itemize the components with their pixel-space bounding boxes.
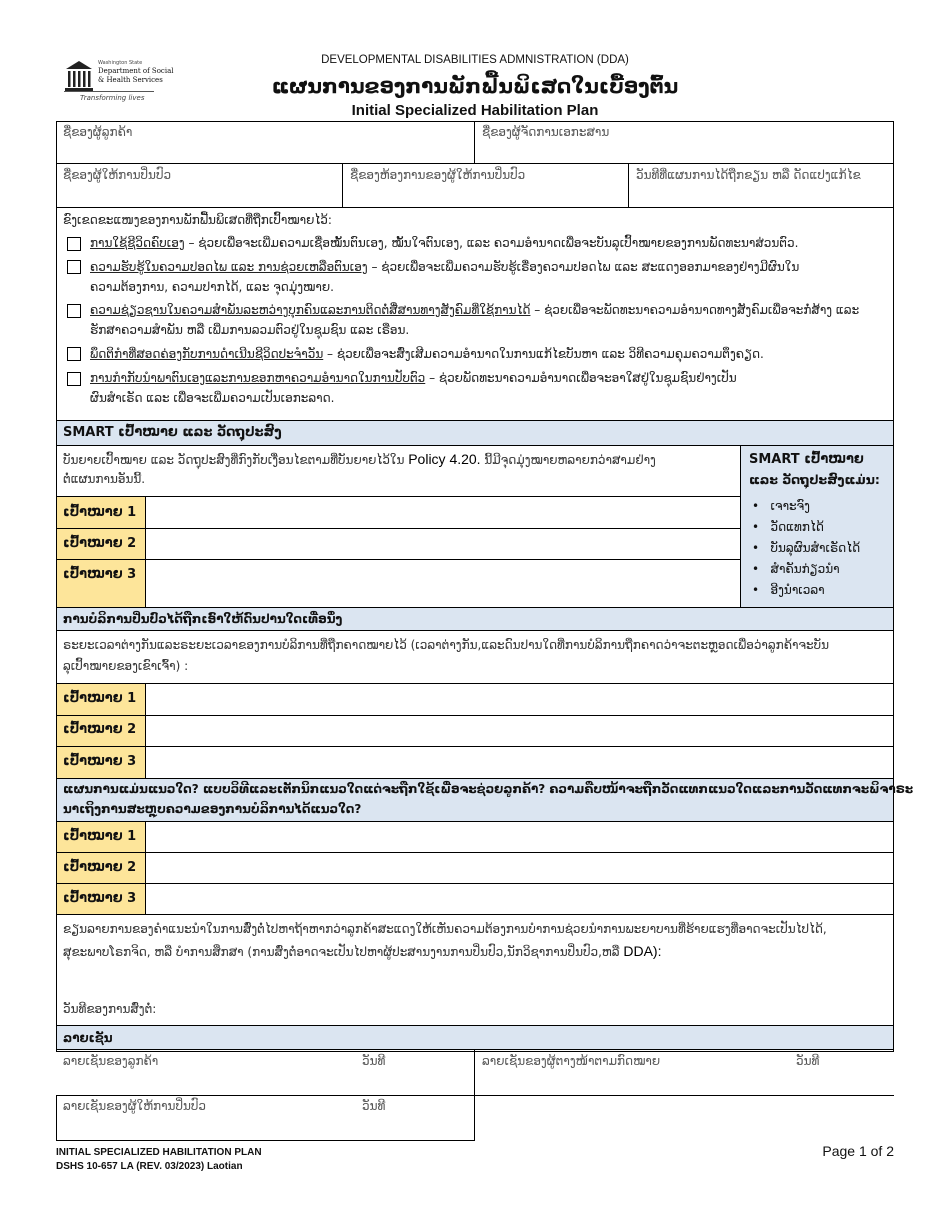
legal-rep-signature-field[interactable] [481, 1072, 890, 1094]
agency-name-label: ຊື່ຂອງຫ້ອງການຂອງຜູ້ໃຫ້ການປິ່ນປົວ [350, 168, 526, 182]
support-goal-2-label: ເປົ້າໝາຍ 2 [63, 860, 137, 875]
client-name-label: ຊື່ຂອງຜູ້ລູກຄ້າ [63, 125, 133, 139]
smart-bullet-2: • ວັດແທກໄດ້ [752, 520, 824, 534]
services-goal-3-field[interactable] [150, 750, 892, 776]
footer-form-number: DSHS 10-657 LA (REV. 03/2023) Laotian [56, 1161, 243, 1172]
client-signature-date-label: ວັນທີ [362, 1054, 386, 1068]
area-checkbox-1[interactable] [67, 237, 81, 251]
support-goal-3-field[interactable] [150, 887, 892, 913]
form-title-english: Initial Specialized Habilitation Plan [351, 102, 599, 119]
agency-heading: DEVELOPMENTAL DISABILITIES ADMNISTRATION (DDA) [321, 54, 629, 66]
plan-date-field[interactable] [635, 186, 893, 206]
smart-instructions: ບັນຍາຍເປົ້າໝາຍ ແລະ ວັດຖຸປະສົງທີ່ກົງກັບເງື່ອນໄຂຕາມທີ່ບັນຍາຍໄວ້ໃນ Policy 4.20. ນີ້ມີຈຸດມຸ່ງໝາຍຫລາຍກວ່າສາມຢ່າງ [63, 451, 656, 467]
area-item-4: ພຶດຕິກຳທີ່ສອດຄ່ອງກັບການດຳເນີນຊີວິດປະຈຳວັນ – ຊ່ວຍເພື່ອຈະສົ່ງເສີມຄວາມອຳນາດໃນການແກ້ໄຂບັນຫາ ແລະ ວິທີຄວາມຄຸມຄວາມຕຶງຄຽດ. [90, 347, 764, 361]
client-signature-field[interactable] [62, 1072, 471, 1094]
services-goal-1-label: ເປົ້າໝາຍ 1 [63, 691, 137, 706]
provider-name-field[interactable] [62, 186, 340, 206]
services-heading: ການບໍລິການປິ່ນປົວໄດ້ຖືກເອົາໃຫ້ດົນປານໃດເທື່ອນຶ່ງ [63, 612, 343, 626]
area-item-1: ການໃຊ້ຊີວິດຄົບເອງ – ຊ່ວຍເພື່ອຈະເພີ່ມຄວາມເຊື່ອໝັ້ນຕົນເອງ, ໝັ້ນໃຈຕົນເອງ, ແລະ ຄວາມອຳນາດເພື່ອຈະບັນລຸເປົ້າໝາຍຂອງການພັດທະນາສ່ວນຕົວ. [90, 236, 799, 250]
support-goal-3-label: ເປົ້າໝາຍ 3 [63, 891, 137, 906]
smart-goal-2-label: ເປົ້າໝາຍ 2 [63, 536, 137, 551]
dshs-logo: Washington State Department of Social & Health Services Transforming lives [62, 58, 157, 108]
services-goal-2-field[interactable] [150, 719, 892, 745]
area-checkbox-5[interactable] [67, 372, 81, 386]
support-goal-2-field[interactable] [150, 856, 892, 882]
area-checkbox-4[interactable] [67, 347, 81, 361]
areas-intro: ຂົງເຂດຂະແໜງຂອງການພັກຟື້ນພິເສດທີ່ຖືກເປົ້າໝາຍໄວ້: [63, 213, 332, 227]
page-number: Page 1 of 2 [822, 1143, 894, 1159]
agency-name-field[interactable] [349, 186, 627, 206]
provider-signature-date-label: ວັນທີ [362, 1099, 386, 1113]
support-goal-1-label: ເປົ້າໝາຍ 1 [63, 829, 137, 844]
area-checkbox-3[interactable] [67, 304, 81, 318]
area-item-3: ຄວາມຊ່ຽວຊານໃນຄວາມສຳພັນລະຫວ່າງບຸກຄົນແລະການຕິດຕໍ່ສື່ສານທາງສັງຄົມທີ່ໃຊ້ການໄດ້ – ຊ່ວຍເພື່ອຈະພັດທະນາຄວາມອຳນາດທາງສັງຄົມເພື່ອຈະກໍ່ສ້າງ ແລະ ຮັກສາຄວາມສຳພັນ ຫລື ເພີ່ມການລວມຕົວຢູ່ໃນຊຸມຊົນ ແລະ ເຣືອນ. [90, 303, 860, 337]
smart-goal-3-field[interactable] [150, 564, 739, 604]
smart-bullet-4: • ສຳຄັນກ່ຽວນຳ [752, 562, 840, 576]
support-heading-line1: ແຜນການແມ່ນແນວໃດ? ແບບວິທີແລະເຕັກນິກແນວໃດແດ່ຈະຖືກໃຊ້ເພື່ອຈະຊ່ວຍລູກຄ້າ? ຄວາມຄືບໜ້າຈະຖືກວັດແທກແນວໃດແລະການວັດແທກຈະພິຈາຣະ [63, 782, 914, 796]
support-heading-line2: ນາເຖິງການສະຫຼຸບຄວາມຂອງການບໍລິການໄດ້ແນວໃດ? [63, 802, 362, 816]
client-name-field[interactable] [62, 142, 471, 162]
form-title-lao: ແຜນການຂອງການພັກຟື້ນພິເສດໃນເບື້ອງຕົ້ນ [271, 74, 679, 98]
doc-author-label: ຊື່ຂອງຜູ້ຈັດການເອກະສານ [482, 125, 610, 139]
smart-bullet-5: • ອີງນຳເວລາ [752, 583, 825, 597]
doc-author-field[interactable] [481, 142, 890, 162]
smart-goal-1-label: ເປົ້າໝາຍ 1 [63, 505, 137, 520]
legal-rep-signature-label: ລາຍເຊັນຂອງຜູ້ຕາງໜ້າຕາມກົດໝາຍ [482, 1054, 661, 1068]
client-signature-label: ລາຍເຊັນຂອງລູກຄ້າ [63, 1054, 159, 1068]
area-checkbox-2[interactable] [67, 260, 81, 274]
footer-form-name: INITIAL SPECIALIZED HABILITATION PLAN [56, 1147, 262, 1158]
support-goal-1-field[interactable] [150, 825, 892, 851]
referral-field[interactable] [62, 966, 892, 1000]
provider-signature-field[interactable] [62, 1117, 471, 1139]
services-goal-2-label: ເປົ້າໝາຍ 2 [63, 722, 137, 737]
plan-date-label: ວັນທີທີ່ແຜນການໄດ້ຖືກຂຽນ ຫລື ດັດແປງແກ້ໄຂ [636, 168, 861, 182]
services-goal-1-field[interactable] [150, 687, 892, 713]
signature-heading: ລາຍເຊັນ [63, 1031, 113, 1045]
legal-rep-signature-date-label: ວັນທີ [796, 1054, 820, 1068]
smart-goal-3-label: ເປົ້າໝາຍ 3 [63, 567, 137, 582]
smart-heading: SMART ເປົ້າໝາຍ ແລະ ວັດຖຸປະສົງ [63, 425, 282, 440]
smart-goal-2-field[interactable] [150, 532, 739, 558]
provider-signature-label: ລາຍເຊັນຂອງຜູ້ໃຫ້ການປິ່ນປົວ [63, 1099, 206, 1113]
smart-bullet-3: • ບັນລຸຜົນສຳເຣັດໄດ້ [752, 541, 861, 555]
provider-name-label: ຊື່ຂອງຜູ້ໃຫ້ການປິ່ນປົວ [63, 168, 172, 182]
services-goal-3-label: ເປົ້າໝາຍ 3 [63, 754, 137, 769]
referral-instructions-line2: ສຸຂະພາບໂຣກຈິດ, ຫລື ບຳການສຶກສາ (ການສົ່ງຕໍ່ອາດຈະເປັນໄປຫາຜູ້ປະສານງານການປິ່ນປົວ,ນັກວິຊາການປິ່ນປົວ,ຫລື DDA): [63, 943, 662, 959]
smart-goal-1-field[interactable] [150, 500, 739, 526]
area-item-2: ຄວາມຮັບຮູ້ໃນຄວາມປອດໄພ ແລະ ການຊ່ວຍເຫລືອຕົນເອງ – ຊ່ວຍເພື່ອຈະເພີ່ມຄວາມຮັບຮູ້ເຣື່ອງຄວາມປອດໄພ ແລະ ສະແດງອອກມາຂອງຢ່າງມີຜົນໃນ ຄວາມຕ້ອງການ, ຄວາມປາກໄດ້, ແລະ ຈຸດມຸ່ງໝາຍ. [90, 260, 800, 294]
referral-date-label: ວັນທີຂອງການສົ່ງຕໍ່: [63, 1002, 157, 1016]
referral-instructions-line1: ຂຽນລາຍການຂອງຄຳແນະນຳໃນການສົ່ງຕໍ່ໄປຫາຖ້າຫາກວ່າລູກຄ້າສະແດງໃຫ້ເຫັນຄວາມຕ້ອງການບຳການຊ່ວຍນຳການພະຍາບານທີ່ຮ້າຍແຮງທີ່ອາດຈະເປັນໄປໄດ້, [63, 922, 827, 936]
smart-bullet-1: • ເຈາະຈົງ [752, 499, 810, 513]
area-item-5: ການກຳກັບນຳພາຕົນເອງແລະການຂອກຫາຄວາມອຳນາດໃນການປັບຕົວ – ຊ່ວຍພັດທະນາຄວາມອຳນາດເພື່ອຈະອາໃສຢູ່ໃນຊຸມຊົນຢ່າງເປັນ ຜົນສຳເຣັດ ແລະ ເພື່ອຈະເພີ່ມຄວາມເປັນເອກະລາດ. [90, 371, 737, 405]
referral-date-field[interactable] [175, 1000, 479, 1022]
